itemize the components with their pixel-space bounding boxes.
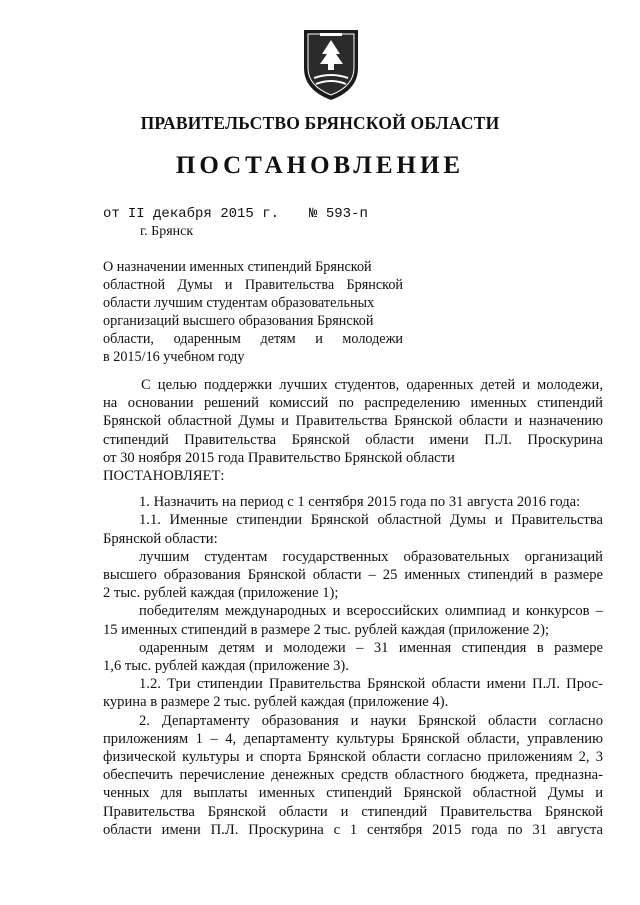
document-date: II декабря 2015 г.	[127, 206, 280, 222]
clause-winners-cont: 15 именных стипендий в размере 2 тыс. рублей каждая (приложение 2);	[103, 621, 549, 638]
document-number: № 593-п	[309, 206, 368, 222]
clause-1-1: 1.1. Именные стипендии Брянской областной Думы и Правительства	[139, 512, 603, 529]
coat-of-arms-icon	[300, 28, 362, 102]
preamble-line: от 30 ноября 2015 года Правительство Брянской области	[103, 449, 455, 466]
clause-1-2: 1.2. Три стипендии Правительства Брянской области имени П.Л. Прос-	[139, 676, 603, 693]
preamble-line: С целью поддержки лучших студентов, одаренных детей и молодежи,	[141, 377, 603, 393]
subject-line: области лучшим студентам образовательных	[103, 295, 375, 311]
subject-line: О назначении именных стипендий Брянской	[103, 259, 372, 275]
subject-line: организаций высшего образования Брянской	[103, 313, 374, 329]
clause-2-cont: области имени П.Л. Проскурина с 1 сентября 2015 года по 31 августа	[103, 821, 603, 838]
clause-winners: победителям международных и всероссийских олимпиад и конкурсов –	[139, 603, 603, 620]
clause-2-cont: ченных для выплаты именных стипендий Брянской областной Думы и	[103, 785, 603, 802]
document-type-title: ПОСТАНОВЛЕНИЕ	[175, 152, 465, 179]
preamble-line: ПОСТАНОВЛЯЕТ:	[103, 468, 225, 485]
preamble-line: Брянской областной Думы и Правительства Брянской области и назначению	[103, 413, 603, 430]
organization-name: ПРАВИТЕЛЬСТВО БРЯНСКОЙ ОБЛАСТИ	[140, 113, 500, 133]
preamble-line: стипендий Правительства Брянской области имени П.Л. Проскурина	[103, 431, 603, 448]
preamble-line: на основании решений комиссий по распределению именных стипендий	[103, 395, 603, 412]
clause-1-1-cont: Брянской области:	[103, 530, 218, 547]
clause-2: 2. Департаменту образования и науки Брянской области согласно	[139, 712, 603, 729]
clause-2-cont: приложениям 1 – 4, департаменту культуры Брянской области, управлению	[103, 730, 603, 747]
clause-2-cont: Правительства Брянской области и стипендий Правительства Брянской	[103, 803, 603, 820]
document-meta	[103, 206, 368, 222]
subject-line: области, одаренным детям и молодежи	[103, 331, 403, 347]
clause-students-cont: высшего образования Брянской области – 25 именных стипендий в размере	[103, 567, 603, 584]
clause-2-cont: обеспечить перечисление денежных средств областного бюджета, предназна-	[103, 767, 603, 784]
clause-students: лучшим студентам государственных образовательных организаций	[139, 548, 603, 565]
clause-students-cont: 2 тыс. рублей каждая (приложение 1);	[103, 585, 339, 602]
clause-1: 1. Назначить на период с 1 сентября 2015 года по 31 августа 2016 года:	[139, 494, 581, 511]
date-prefix: от	[103, 206, 120, 222]
city-name: г. Брянск	[140, 224, 194, 239]
subject-block	[103, 258, 403, 366]
clause-gifted-cont: 1,6 тыс. рублей каждая (приложение 3).	[103, 658, 349, 675]
subject-line: областной Думы и Правительства Брянской	[103, 277, 403, 293]
clause-1-2-cont: курина в размере 2 тыс. рублей каждая (приложение 4).	[103, 694, 449, 711]
subject-line: в 2015/16 учебном году	[103, 349, 245, 365]
clause-2-cont: физической культуры и спорта Брянской области согласно приложениям 2, 3	[103, 749, 603, 766]
document-body	[103, 376, 603, 839]
clause-gifted: одаренным детям и молодежи – 31 именная стипендия в размере	[139, 639, 603, 656]
